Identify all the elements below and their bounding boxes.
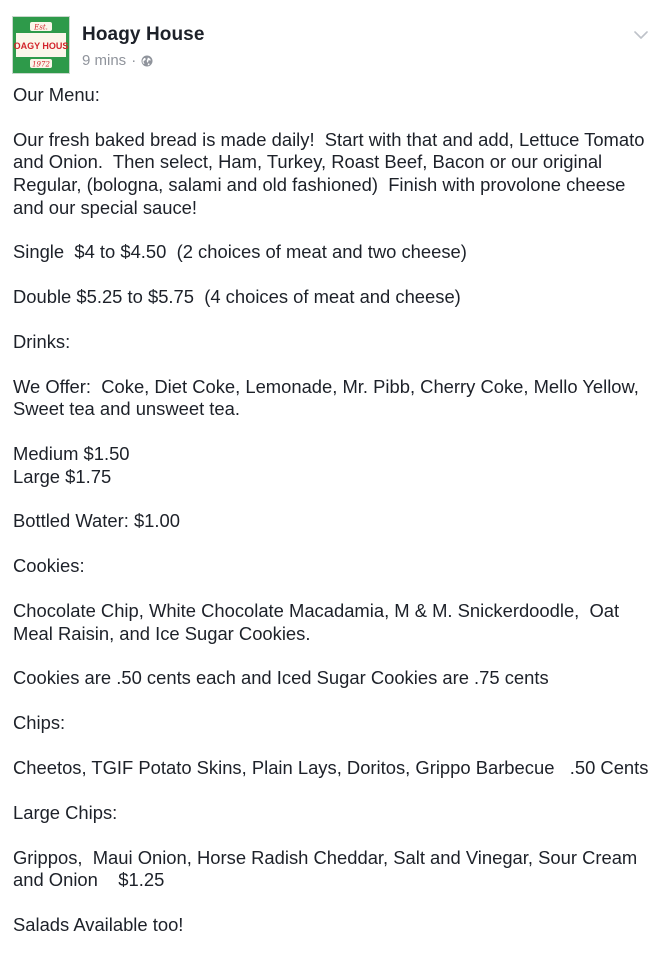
menu-paragraph-bread: Our fresh baked bread is made daily! Start with that and add, Lettuce Tomato and Onion. Then select, Ham, Turkey, Roast Beef, Bacon or our original Regular, (bologna, salami and old fashioned) Finish with provolone cheese and our special sauce!	[13, 128, 650, 218]
post-header	[12, 16, 652, 78]
section-heading-cookies: Cookies:	[13, 555, 85, 577]
logo-year-text: 1972	[32, 60, 50, 69]
post-timestamp[interactable]: 9 mins	[82, 52, 127, 69]
menu-item-double: Double $5.25 to $5.75 (4 choices of meat and cheese)	[13, 286, 461, 308]
globe-icon[interactable]	[141, 55, 153, 67]
post-body	[13, 84, 657, 959]
logo-name-text: OAGY HOUS	[13, 41, 69, 51]
cookies-price: Cookies are .50 cents each and Iced Sugar Cookies are .75 cents	[13, 667, 549, 689]
hoagy-house-logo	[13, 17, 69, 73]
menu-heading: Our Menu:	[13, 84, 100, 105]
page-avatar-logo[interactable]	[12, 16, 70, 74]
bottled-water: Bottled Water: $1.00	[13, 510, 180, 532]
menu-item-single: Single $4 to $4.50 (2 choices of meat and two cheese)	[13, 241, 467, 263]
section-heading-drinks: Drinks:	[13, 330, 71, 352]
cookies-list: Chocolate Chip, White Chocolate Macadamia, M & M. Snickerdoodle, Oat Meal Raisin, and Ice Sugar Cookies.	[13, 600, 625, 644]
large-chips-list: Grippos, Maui Onion, Horse Radish Cheddar, Salt and Vinegar, Sour Cream and Onion $1.25	[13, 846, 643, 891]
section-heading-chips: Chips:	[13, 712, 66, 734]
page-name-link[interactable]: Hoagy House	[82, 24, 205, 45]
chevron-down-icon[interactable]	[630, 24, 652, 46]
salads-note: Salads Available too!	[13, 913, 184, 935]
chips-list: Cheetos, TGIF Potato Skins, Plain Lays, Doritos, Grippo Barbecue .50 Cents	[13, 756, 649, 778]
meta-separator: ·	[131, 52, 137, 69]
section-heading-large-chips: Large Chips:	[13, 801, 118, 823]
post-meta	[82, 52, 153, 69]
drink-sizes: Medium $1.50 Large $1.75	[13, 443, 130, 487]
drinks-list: We Offer: Coke, Diet Coke, Lemonade, Mr. Pibb, Cherry Coke, Mello Yellow, Sweet tea and unsweet tea.	[13, 375, 645, 420]
logo-est-text: Est.	[34, 23, 48, 32]
